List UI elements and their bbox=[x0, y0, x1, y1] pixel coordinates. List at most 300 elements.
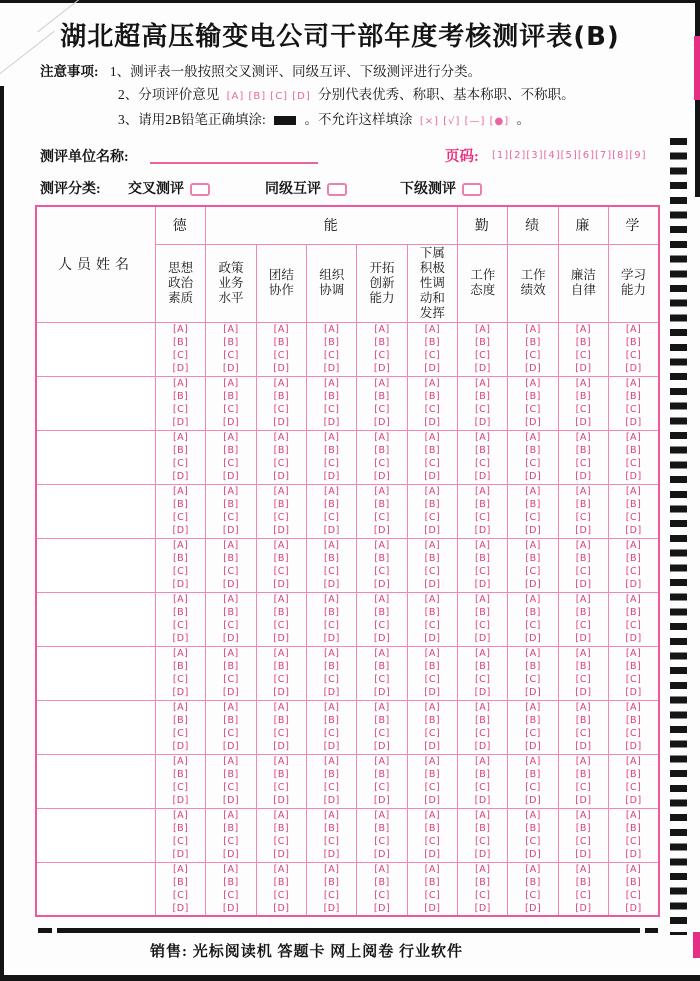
bubble-option-b[interactable]: [B] bbox=[625, 445, 642, 456]
bubble-option-b[interactable]: [B] bbox=[223, 876, 239, 888]
bubble-option-c[interactable]: [C] bbox=[474, 350, 491, 361]
bubble-option-b[interactable]: [B] bbox=[575, 553, 592, 564]
bubble-option-c[interactable]: [C] bbox=[474, 728, 491, 739]
bubble-option-b[interactable]: [B] bbox=[323, 607, 340, 618]
bubble-option-b[interactable]: [B] bbox=[625, 823, 642, 834]
bubble-option-a[interactable]: [A] bbox=[374, 486, 390, 497]
bubble-option-a[interactable]: [A] bbox=[575, 702, 592, 713]
bubble-option-c[interactable]: [C] bbox=[273, 620, 290, 631]
bubble-option-d[interactable]: [D] bbox=[524, 795, 542, 806]
bubble-option-b[interactable]: [B] bbox=[525, 769, 541, 780]
bubble-option-b[interactable]: [B] bbox=[525, 661, 541, 672]
bubble-option-d[interactable]: [D] bbox=[474, 579, 491, 590]
bubble-option-c[interactable]: [C] bbox=[323, 836, 340, 847]
bubble-option-c[interactable]: [C] bbox=[625, 566, 642, 577]
bubble-option-d[interactable]: [D] bbox=[222, 849, 240, 860]
bubble-option-a[interactable]: [A] bbox=[172, 648, 189, 659]
bubble-option-b[interactable]: [B] bbox=[273, 337, 290, 348]
bubble-option-b[interactable]: [B] bbox=[323, 876, 340, 888]
bubble-option-a[interactable]: [A] bbox=[223, 702, 239, 713]
bubble-option-c[interactable]: [C] bbox=[374, 889, 390, 901]
bubble-option-a[interactable]: [A] bbox=[625, 432, 642, 443]
bubble-option-d[interactable]: [D] bbox=[373, 417, 391, 428]
bubble-option-a[interactable]: [A] bbox=[424, 486, 441, 497]
name-cell[interactable] bbox=[36, 376, 156, 430]
bubble-option-a[interactable]: [A] bbox=[374, 378, 390, 389]
bubble-option-a[interactable]: [A] bbox=[223, 540, 239, 551]
bubble-option-b[interactable]: [B] bbox=[475, 499, 491, 510]
bubble-option-a[interactable]: [A] bbox=[475, 810, 491, 821]
bubble-option-b[interactable]: [B] bbox=[323, 661, 340, 672]
bubble-option-a[interactable]: [A] bbox=[172, 486, 189, 497]
bubble-option-d[interactable]: [D] bbox=[172, 633, 189, 644]
bubble-option-c[interactable]: [C] bbox=[273, 674, 290, 685]
bubble-option-a[interactable]: [A] bbox=[273, 540, 290, 551]
bubble-option-c[interactable]: [C] bbox=[424, 404, 441, 415]
bubble-option-c[interactable]: [C] bbox=[575, 836, 592, 847]
bubble-option-c[interactable]: [C] bbox=[273, 404, 290, 415]
bubble-option-c[interactable]: [C] bbox=[172, 782, 189, 793]
bubble-option-c[interactable]: [C] bbox=[374, 620, 390, 631]
bubble-option-b[interactable]: [B] bbox=[273, 391, 290, 402]
bubble-option-d[interactable]: [D] bbox=[474, 363, 491, 374]
bubble-option-a[interactable]: [A] bbox=[475, 540, 491, 551]
bubble-option-c[interactable]: [C] bbox=[575, 889, 592, 901]
bubble-option-b[interactable]: [B] bbox=[625, 715, 642, 726]
bubble-option-b[interactable]: [B] bbox=[223, 391, 239, 402]
bubble-option-c[interactable]: [C] bbox=[172, 674, 189, 685]
bubble-option-b[interactable]: [B] bbox=[323, 445, 340, 456]
bubble-option-a[interactable]: [A] bbox=[323, 324, 340, 335]
bubble-option-d[interactable]: [D] bbox=[424, 795, 441, 806]
bubble-option-c[interactable]: [C] bbox=[374, 566, 390, 577]
bubble-option-c[interactable]: [C] bbox=[273, 512, 290, 523]
bubble-option-b[interactable]: [B] bbox=[575, 391, 592, 402]
bubble-option-c[interactable]: [C] bbox=[172, 728, 189, 739]
bubble-option-b[interactable]: [B] bbox=[575, 715, 592, 726]
bubble-option-d[interactable]: [D] bbox=[575, 579, 592, 590]
bubble-option-c[interactable]: [C] bbox=[323, 889, 340, 901]
bubble-option-d[interactable]: [D] bbox=[323, 579, 340, 590]
bubble-option-a[interactable]: [A] bbox=[625, 594, 642, 605]
bubble-option-d[interactable]: [D] bbox=[524, 633, 542, 644]
bubble-option-a[interactable]: [A] bbox=[223, 486, 239, 497]
bubble-option-a[interactable]: [A] bbox=[575, 756, 592, 767]
bubble-option-b[interactable]: [B] bbox=[525, 553, 541, 564]
bubble-option-d[interactable]: [D] bbox=[474, 795, 491, 806]
bubble-option-d[interactable]: [D] bbox=[273, 795, 290, 806]
bubble-option-d[interactable]: [D] bbox=[273, 363, 290, 374]
bubble-option-c[interactable]: [C] bbox=[525, 350, 541, 361]
bubble-option-d[interactable]: [D] bbox=[323, 417, 340, 428]
bubble-option-d[interactable]: [D] bbox=[625, 687, 642, 698]
bubble-option-b[interactable]: [B] bbox=[223, 769, 239, 780]
bubble-option-b[interactable]: [B] bbox=[374, 445, 390, 456]
bubble-option-a[interactable]: [A] bbox=[475, 324, 491, 335]
bubble-option-a[interactable]: [A] bbox=[525, 756, 541, 767]
bubble-option-b[interactable]: [B] bbox=[424, 337, 441, 348]
bubble-option-c[interactable]: [C] bbox=[474, 404, 491, 415]
bubble-option-b[interactable]: [B] bbox=[323, 553, 340, 564]
page-number-bubbles[interactable]: [1][2][3][4][5][6][7][8][9] bbox=[492, 150, 647, 161]
bubble-option-a[interactable]: [A] bbox=[424, 810, 441, 821]
bubble-option-d[interactable]: [D] bbox=[474, 902, 491, 914]
bubble-option-c[interactable]: [C] bbox=[223, 836, 239, 847]
bubble-option-b[interactable]: [B] bbox=[475, 715, 491, 726]
bubble-option-b[interactable]: [B] bbox=[424, 823, 441, 834]
bubble-option-b[interactable]: [B] bbox=[475, 769, 491, 780]
bubble-option-a[interactable]: [A] bbox=[223, 756, 239, 767]
bubble-option-a[interactable]: [A] bbox=[625, 810, 642, 821]
bubble-option-c[interactable]: [C] bbox=[223, 350, 239, 361]
bubble-option-d[interactable]: [D] bbox=[625, 902, 642, 914]
bubble-option-c[interactable]: [C] bbox=[625, 350, 642, 361]
bubble-option-a[interactable]: [A] bbox=[625, 540, 642, 551]
bubble-option-a[interactable]: [A] bbox=[525, 432, 541, 443]
bubble-option-b[interactable]: [B] bbox=[475, 337, 491, 348]
bubble-option-c[interactable]: [C] bbox=[525, 458, 541, 469]
bubble-option-a[interactable]: [A] bbox=[475, 594, 491, 605]
bubble-option-c[interactable]: [C] bbox=[424, 620, 441, 631]
bubble-option-b[interactable]: [B] bbox=[273, 715, 290, 726]
bubble-option-d[interactable]: [D] bbox=[323, 795, 340, 806]
bubble-option-a[interactable]: [A] bbox=[223, 594, 239, 605]
bubble-option-a[interactable]: [A] bbox=[223, 378, 239, 389]
bubble-option-d[interactable]: [D] bbox=[474, 633, 491, 644]
bubble-option-b[interactable]: [B] bbox=[525, 337, 541, 348]
bubble-option-b[interactable]: [B] bbox=[424, 445, 441, 456]
bubble-option-b[interactable]: [B] bbox=[625, 876, 642, 888]
bubble-option-c[interactable]: [C] bbox=[323, 458, 340, 469]
bubble-option-c[interactable]: [C] bbox=[172, 458, 189, 469]
bubble-option-a[interactable]: [A] bbox=[172, 540, 189, 551]
bubble-option-d[interactable]: [D] bbox=[424, 417, 441, 428]
bubble-option-a[interactable]: [A] bbox=[273, 378, 290, 389]
bubble-option-c[interactable]: [C] bbox=[424, 889, 441, 901]
bubble-option-a[interactable]: [A] bbox=[323, 540, 340, 551]
bubble-option-a[interactable]: [A] bbox=[273, 648, 290, 659]
bubble-option-d[interactable]: [D] bbox=[575, 902, 592, 914]
bubble-option-d[interactable]: [D] bbox=[373, 471, 391, 482]
bubble-option-b[interactable]: [B] bbox=[625, 553, 642, 564]
bubble-option-a[interactable]: [A] bbox=[525, 378, 541, 389]
bubble-option-d[interactable]: [D] bbox=[575, 363, 592, 374]
bubble-option-b[interactable]: [B] bbox=[625, 769, 642, 780]
bubble-option-a[interactable]: [A] bbox=[374, 702, 390, 713]
name-cell[interactable] bbox=[36, 322, 156, 376]
bubble-option-b[interactable]: [B] bbox=[323, 499, 340, 510]
bubble-option-d[interactable]: [D] bbox=[524, 902, 542, 914]
bubble-option-c[interactable]: [C] bbox=[525, 782, 541, 793]
bubble-option-d[interactable]: [D] bbox=[222, 471, 240, 482]
bubble-option-b[interactable]: [B] bbox=[424, 391, 441, 402]
bubble-option-b[interactable]: [B] bbox=[374, 661, 390, 672]
bubble-option-c[interactable]: [C] bbox=[525, 404, 541, 415]
bubble-option-b[interactable]: [B] bbox=[172, 607, 189, 618]
bubble-option-a[interactable]: [A] bbox=[424, 432, 441, 443]
bubble-option-d[interactable]: [D] bbox=[172, 687, 189, 698]
bubble-option-b[interactable]: [B] bbox=[273, 769, 290, 780]
bubble-option-c[interactable]: [C] bbox=[625, 728, 642, 739]
bubble-option-c[interactable]: [C] bbox=[625, 836, 642, 847]
bubble-option-d[interactable]: [D] bbox=[575, 795, 592, 806]
bubble-option-a[interactable]: [A] bbox=[374, 863, 390, 875]
bubble-option-c[interactable]: [C] bbox=[323, 674, 340, 685]
bubble-option-d[interactable]: [D] bbox=[323, 849, 340, 860]
bubble-option-a[interactable]: [A] bbox=[374, 540, 390, 551]
bubble-option-c[interactable]: [C] bbox=[223, 620, 239, 631]
bubble-option-b[interactable]: [B] bbox=[223, 715, 239, 726]
bubble-option-c[interactable]: [C] bbox=[525, 674, 541, 685]
bubble-option-c[interactable]: [C] bbox=[323, 512, 340, 523]
bubble-option-a[interactable]: [A] bbox=[424, 594, 441, 605]
bubble-option-a[interactable]: [A] bbox=[625, 486, 642, 497]
bubble-option-d[interactable]: [D] bbox=[222, 579, 240, 590]
bubble-option-a[interactable]: [A] bbox=[424, 648, 441, 659]
bubble-option-b[interactable]: [B] bbox=[424, 769, 441, 780]
bubble-option-d[interactable]: [D] bbox=[273, 525, 290, 536]
bubble-option-d[interactable]: [D] bbox=[172, 525, 189, 536]
bubble-option-d[interactable]: [D] bbox=[625, 417, 642, 428]
bubble-option-d[interactable]: [D] bbox=[524, 471, 542, 482]
bubble-option-a[interactable]: [A] bbox=[575, 594, 592, 605]
bubble-option-d[interactable]: [D] bbox=[222, 741, 240, 752]
bubble-option-a[interactable]: [A] bbox=[374, 648, 390, 659]
bubble-option-c[interactable]: [C] bbox=[172, 566, 189, 577]
bubble-option-a[interactable]: [A] bbox=[172, 810, 189, 821]
bubble-option-a[interactable]: [A] bbox=[575, 863, 592, 875]
bubble-option-a[interactable]: [A] bbox=[575, 540, 592, 551]
bubble-option-b[interactable]: [B] bbox=[323, 337, 340, 348]
bubble-option-a[interactable]: [A] bbox=[172, 432, 189, 443]
bubble-option-d[interactable]: [D] bbox=[373, 849, 391, 860]
bubble-option-d[interactable]: [D] bbox=[575, 849, 592, 860]
bubble-option-b[interactable]: [B] bbox=[323, 391, 340, 402]
bubble-option-d[interactable]: [D] bbox=[424, 579, 441, 590]
bubble-option-b[interactable]: [B] bbox=[172, 823, 189, 834]
bubble-option-c[interactable]: [C] bbox=[323, 404, 340, 415]
bubble-option-c[interactable]: [C] bbox=[575, 782, 592, 793]
bubble-option-c[interactable]: [C] bbox=[474, 782, 491, 793]
bubble-option-c[interactable]: [C] bbox=[625, 782, 642, 793]
bubble-option-c[interactable]: [C] bbox=[525, 512, 541, 523]
bubble-option-d[interactable]: [D] bbox=[222, 363, 240, 374]
bubble-option-a[interactable]: [A] bbox=[625, 702, 642, 713]
bubble-option-c[interactable]: [C] bbox=[374, 836, 390, 847]
bubble-option-a[interactable]: [A] bbox=[323, 432, 340, 443]
bubble-option-b[interactable]: [B] bbox=[475, 607, 491, 618]
bubble-option-c[interactable]: [C] bbox=[575, 404, 592, 415]
bubble-option-c[interactable]: [C] bbox=[273, 782, 290, 793]
bubble-option-d[interactable]: [D] bbox=[222, 687, 240, 698]
bubble-option-c[interactable]: [C] bbox=[474, 889, 491, 901]
bubble-option-c[interactable]: [C] bbox=[474, 512, 491, 523]
bubble-option-c[interactable]: [C] bbox=[323, 566, 340, 577]
bubble-option-d[interactable]: [D] bbox=[575, 741, 592, 752]
bubble-option-c[interactable]: [C] bbox=[273, 728, 290, 739]
bubble-option-c[interactable]: [C] bbox=[223, 512, 239, 523]
bubble-option-b[interactable]: [B] bbox=[172, 769, 189, 780]
bubble-option-b[interactable]: [B] bbox=[223, 499, 239, 510]
bubble-option-d[interactable]: [D] bbox=[524, 849, 542, 860]
bubble-option-b[interactable]: [B] bbox=[223, 445, 239, 456]
bubble-option-b[interactable]: [B] bbox=[525, 391, 541, 402]
bubble-option-d[interactable]: [D] bbox=[373, 795, 391, 806]
bubble-option-d[interactable]: [D] bbox=[625, 849, 642, 860]
bubble-option-c[interactable]: [C] bbox=[323, 728, 340, 739]
bubble-option-b[interactable]: [B] bbox=[273, 445, 290, 456]
bubble-option-c[interactable]: [C] bbox=[575, 350, 592, 361]
bubble-option-c[interactable]: [C] bbox=[575, 674, 592, 685]
bubble-option-b[interactable]: [B] bbox=[374, 391, 390, 402]
bubble-option-c[interactable]: [C] bbox=[223, 728, 239, 739]
bubble-option-c[interactable]: [C] bbox=[223, 404, 239, 415]
bubble-option-b[interactable]: [B] bbox=[374, 876, 390, 888]
bubble-option-d[interactable]: [D] bbox=[172, 795, 189, 806]
bubble-option-a[interactable]: [A] bbox=[525, 324, 541, 335]
bubble-option-a[interactable]: [A] bbox=[374, 756, 390, 767]
bubble-option-a[interactable]: [A] bbox=[525, 702, 541, 713]
bubble-option-d[interactable]: [D] bbox=[222, 525, 240, 536]
bubble-option-a[interactable]: [A] bbox=[273, 810, 290, 821]
bubble-option-d[interactable]: [D] bbox=[172, 902, 189, 914]
bubble-option-a[interactable]: [A] bbox=[172, 863, 189, 875]
bubble-option-b[interactable]: [B] bbox=[273, 553, 290, 564]
bubble-option-c[interactable]: [C] bbox=[374, 512, 390, 523]
bubble-option-c[interactable]: [C] bbox=[273, 350, 290, 361]
bubble-option-b[interactable]: [B] bbox=[374, 823, 390, 834]
bubble-option-b[interactable]: [B] bbox=[575, 823, 592, 834]
checkbox-icon[interactable] bbox=[327, 183, 347, 196]
bubble-option-a[interactable]: [A] bbox=[625, 863, 642, 875]
bubble-option-b[interactable]: [B] bbox=[525, 607, 541, 618]
bubble-option-a[interactable]: [A] bbox=[475, 378, 491, 389]
bubble-option-c[interactable]: [C] bbox=[273, 566, 290, 577]
bubble-option-c[interactable]: [C] bbox=[525, 836, 541, 847]
bubble-option-a[interactable]: [A] bbox=[323, 594, 340, 605]
bubble-option-a[interactable]: [A] bbox=[525, 486, 541, 497]
bubble-option-a[interactable]: [A] bbox=[625, 648, 642, 659]
bubble-option-b[interactable]: [B] bbox=[424, 499, 441, 510]
bubble-option-c[interactable]: [C] bbox=[575, 512, 592, 523]
name-cell[interactable] bbox=[36, 646, 156, 700]
bubble-option-d[interactable]: [D] bbox=[575, 687, 592, 698]
bubble-option-b[interactable]: [B] bbox=[625, 499, 642, 510]
bubble-option-a[interactable]: [A] bbox=[625, 324, 642, 335]
bubble-option-b[interactable]: [B] bbox=[625, 661, 642, 672]
bubble-option-a[interactable]: [A] bbox=[575, 648, 592, 659]
bubble-option-d[interactable]: [D] bbox=[424, 363, 441, 374]
name-cell[interactable] bbox=[36, 538, 156, 592]
bubble-option-d[interactable]: [D] bbox=[373, 741, 391, 752]
bubble-option-a[interactable]: [A] bbox=[525, 648, 541, 659]
bubble-option-a[interactable]: [A] bbox=[525, 594, 541, 605]
bubble-option-a[interactable]: [A] bbox=[475, 432, 491, 443]
bubble-option-d[interactable]: [D] bbox=[273, 633, 290, 644]
bubble-option-b[interactable]: [B] bbox=[575, 876, 592, 888]
bubble-option-c[interactable]: [C] bbox=[474, 566, 491, 577]
bubble-option-b[interactable]: [B] bbox=[172, 445, 189, 456]
bubble-option-c[interactable]: [C] bbox=[424, 458, 441, 469]
bubble-option-a[interactable]: [A] bbox=[625, 378, 642, 389]
bubble-option-c[interactable]: [C] bbox=[172, 512, 189, 523]
bubble-option-a[interactable]: [A] bbox=[323, 756, 340, 767]
bubble-option-a[interactable]: [A] bbox=[223, 810, 239, 821]
bubble-option-d[interactable]: [D] bbox=[424, 687, 441, 698]
bubble-option-c[interactable]: [C] bbox=[424, 566, 441, 577]
bubble-option-b[interactable]: [B] bbox=[172, 553, 189, 564]
bubble-option-a[interactable]: [A] bbox=[575, 810, 592, 821]
bubble-option-b[interactable]: [B] bbox=[525, 876, 541, 888]
bubble-option-a[interactable]: [A] bbox=[172, 324, 189, 335]
bubble-option-b[interactable]: [B] bbox=[223, 823, 239, 834]
bubble-option-a[interactable]: [A] bbox=[323, 648, 340, 659]
bubble-option-c[interactable]: [C] bbox=[424, 836, 441, 847]
bubble-option-b[interactable]: [B] bbox=[424, 715, 441, 726]
bubble-option-d[interactable]: [D] bbox=[424, 633, 441, 644]
bubble-option-b[interactable]: [B] bbox=[575, 769, 592, 780]
bubble-option-d[interactable]: [D] bbox=[524, 687, 542, 698]
bubble-option-b[interactable]: [B] bbox=[374, 337, 390, 348]
bubble-option-d[interactable]: [D] bbox=[424, 902, 441, 914]
name-cell[interactable] bbox=[36, 484, 156, 538]
bubble-option-a[interactable]: [A] bbox=[273, 594, 290, 605]
bubble-option-b[interactable]: [B] bbox=[273, 607, 290, 618]
bubble-option-a[interactable]: [A] bbox=[223, 324, 239, 335]
bubble-option-d[interactable]: [D] bbox=[323, 525, 340, 536]
bubble-option-b[interactable]: [B] bbox=[424, 607, 441, 618]
bubble-option-d[interactable]: [D] bbox=[222, 633, 240, 644]
bubble-option-a[interactable]: [A] bbox=[374, 594, 390, 605]
bubble-option-d[interactable]: [D] bbox=[323, 741, 340, 752]
bubble-option-a[interactable]: [A] bbox=[525, 810, 541, 821]
bubble-option-b[interactable]: [B] bbox=[424, 553, 441, 564]
bubble-option-d[interactable]: [D] bbox=[172, 471, 189, 482]
bubble-option-a[interactable]: [A] bbox=[424, 863, 441, 875]
bubble-option-b[interactable]: [B] bbox=[223, 661, 239, 672]
bubble-option-c[interactable]: [C] bbox=[525, 728, 541, 739]
bubble-option-b[interactable]: [B] bbox=[374, 769, 390, 780]
bubble-option-c[interactable]: [C] bbox=[625, 512, 642, 523]
bubble-option-a[interactable]: [A] bbox=[475, 648, 491, 659]
bubble-option-d[interactable]: [D] bbox=[323, 633, 340, 644]
bubble-option-c[interactable]: [C] bbox=[223, 782, 239, 793]
bubble-option-d[interactable]: [D] bbox=[625, 741, 642, 752]
bubble-option-c[interactable]: [C] bbox=[625, 674, 642, 685]
bubble-option-b[interactable]: [B] bbox=[374, 499, 390, 510]
bubble-option-d[interactable]: [D] bbox=[474, 849, 491, 860]
bubble-option-d[interactable]: [D] bbox=[524, 579, 542, 590]
bubble-option-c[interactable]: [C] bbox=[424, 350, 441, 361]
bubble-option-d[interactable]: [D] bbox=[474, 687, 491, 698]
bubble-option-c[interactable]: [C] bbox=[474, 458, 491, 469]
bubble-option-a[interactable]: [A] bbox=[273, 432, 290, 443]
bubble-option-c[interactable]: [C] bbox=[374, 350, 390, 361]
bubble-option-b[interactable]: [B] bbox=[323, 769, 340, 780]
bubble-option-a[interactable]: [A] bbox=[323, 486, 340, 497]
bubble-option-a[interactable]: [A] bbox=[525, 863, 541, 875]
bubble-option-d[interactable]: [D] bbox=[323, 902, 340, 914]
bubble-option-b[interactable]: [B] bbox=[625, 337, 642, 348]
bubble-option-a[interactable]: [A] bbox=[374, 324, 390, 335]
bubble-option-d[interactable]: [D] bbox=[424, 741, 441, 752]
bubble-option-d[interactable]: [D] bbox=[524, 741, 542, 752]
bubble-option-d[interactable]: [D] bbox=[524, 363, 542, 374]
bubble-option-d[interactable]: [D] bbox=[575, 633, 592, 644]
bubble-option-d[interactable]: [D] bbox=[625, 525, 642, 536]
bubble-option-a[interactable]: [A] bbox=[424, 540, 441, 551]
bubble-option-d[interactable]: [D] bbox=[323, 363, 340, 374]
